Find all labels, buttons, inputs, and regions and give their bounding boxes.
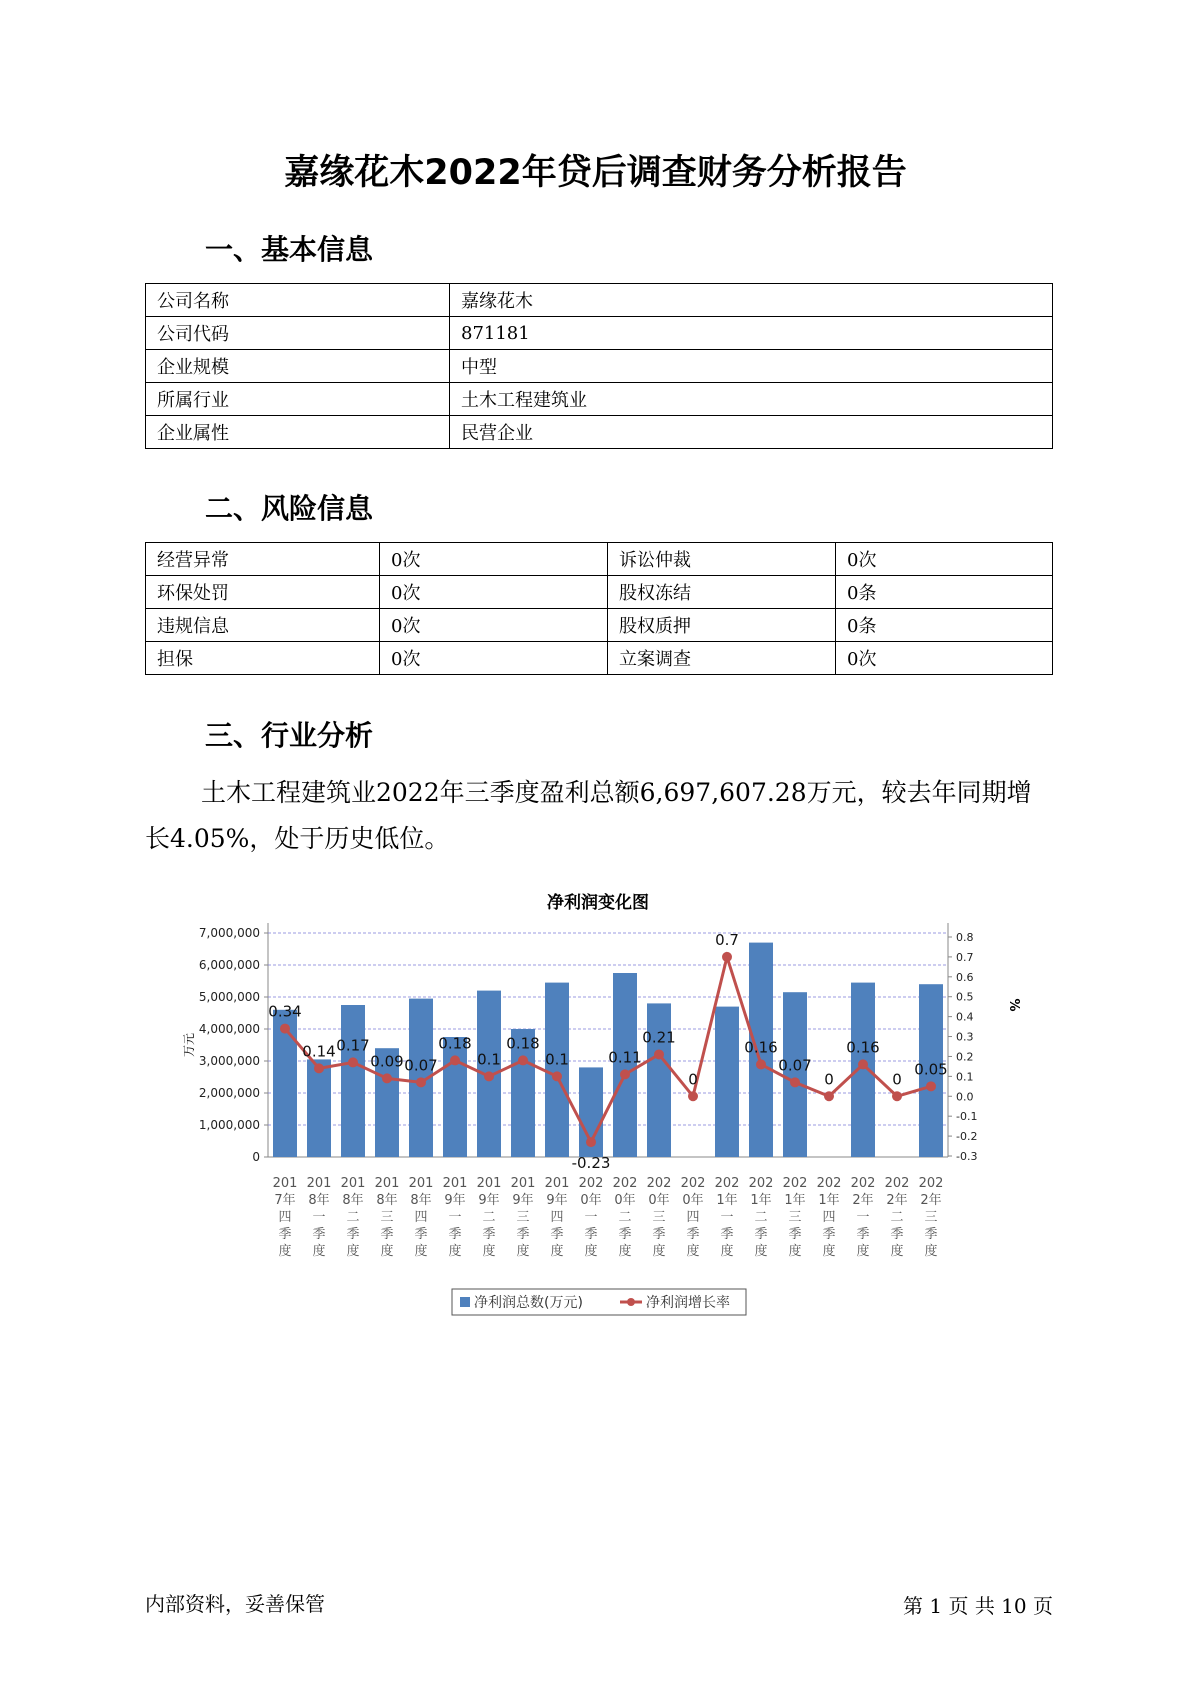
chart-x-tick-label: 9年	[512, 1193, 534, 1208]
chart-growth-point	[382, 1073, 392, 1083]
industry-paragraph-text: 土木工程建筑业2022年三季度盈利总额6,697,607.28万元，较去年同期增长4.05%，处于历史低位。	[145, 778, 1032, 853]
risk-label: 股权质押	[608, 609, 836, 642]
chart-growth-point	[926, 1081, 936, 1091]
risk-value: 0次	[836, 642, 1053, 675]
chart-x-tick-label: 201	[272, 1176, 298, 1191]
risk-label: 担保	[146, 642, 380, 675]
chart-x-tick-label: 1年	[750, 1193, 772, 1208]
chart-data-label: -0.23	[571, 1154, 611, 1173]
risk-info-row	[146, 609, 1053, 642]
chart-x-tick-label: 季	[720, 1227, 734, 1242]
basic-info-label: 公司代码	[146, 317, 450, 350]
chart-svg	[0, 880, 1191, 1340]
chart-x-tick-label: 0年	[648, 1193, 670, 1208]
chart-legend-line-marker	[627, 1298, 635, 1306]
chart-bar	[341, 1005, 365, 1157]
chart-growth-point	[552, 1071, 562, 1081]
chart-data-label: 0.17	[336, 1036, 370, 1055]
chart-bar	[783, 992, 807, 1157]
chart-x-tick-label: 度	[380, 1244, 394, 1259]
chart-growth-point	[450, 1055, 460, 1065]
chart-x-tick-label: 2年	[920, 1193, 942, 1208]
chart-bar	[307, 1059, 331, 1157]
chart-growth-point	[620, 1069, 630, 1079]
chart-x-tick-label: 1年	[716, 1193, 738, 1208]
chart-legend-line-label: 净利润增长率	[646, 1295, 730, 1311]
chart-x-tick-label: 9年	[478, 1193, 500, 1208]
basic-info-value: 871181	[450, 317, 1053, 350]
chart-y2-tick-label: 0.0	[956, 1090, 974, 1104]
risk-label: 立案调查	[608, 642, 836, 675]
chart-x-tick-label: 202	[680, 1176, 706, 1191]
chart-x-tick-label: 度	[448, 1244, 462, 1259]
chart-x-tick-label: 202	[578, 1176, 604, 1191]
chart-data-label: 0.07	[778, 1056, 812, 1075]
chart-x-tick-label: 1年	[784, 1193, 806, 1208]
chart-y2-tick-label: -0.1	[956, 1110, 978, 1124]
chart-x-tick-label: 二	[890, 1210, 904, 1225]
chart-x-tick-label: 季	[482, 1227, 496, 1242]
chart-y2-tick-label: 0.8	[956, 931, 974, 944]
chart-x-tick-label: 度	[312, 1244, 326, 1259]
chart-x-tick-label: 1年	[818, 1193, 840, 1208]
chart-x-tick-label: 三	[924, 1210, 938, 1225]
chart-x-tick-label: 202	[918, 1176, 944, 1191]
chart-x-tick-label: 一	[856, 1210, 870, 1225]
chart-bar	[647, 1003, 671, 1157]
chart-x-tick-label: 二	[618, 1210, 632, 1225]
basic-info-table	[145, 283, 1053, 449]
chart-x-tick-label: 季	[346, 1227, 360, 1242]
chart-x-tick-label: 二	[346, 1210, 360, 1225]
chart-x-tick-label: 季	[380, 1227, 394, 1242]
risk-info-row	[146, 543, 1053, 576]
chart-data-label: 0	[688, 1070, 698, 1089]
chart-y2-tick-label: 0.7	[956, 950, 974, 964]
chart-y-tick-label: 0	[252, 1150, 260, 1164]
chart-x-tick-label: 201	[374, 1176, 400, 1191]
chart-x-tick-label: 度	[788, 1244, 802, 1259]
chart-x-tick-label: 季	[822, 1227, 836, 1242]
chart-x-tick-label: 季	[312, 1227, 326, 1242]
section-heading-industry: 三、行业分析	[205, 719, 374, 752]
chart-x-tick-label: 202	[646, 1176, 672, 1191]
basic-info-row	[146, 416, 1053, 449]
basic-info-value: 中型	[450, 350, 1053, 383]
chart-y-tick-label: 4,000,000	[198, 1022, 260, 1036]
chart-y-tick-label: 3,000,000	[198, 1054, 260, 1068]
chart-bar	[715, 1007, 739, 1157]
chart-x-tick-label: 度	[890, 1244, 904, 1259]
chart-x-tick-label: 201	[442, 1176, 468, 1191]
chart-growth-point	[722, 952, 732, 962]
chart-x-tick-label: 2年	[852, 1193, 874, 1208]
chart-x-tick-label: 季	[448, 1227, 462, 1242]
chart-data-label: 0	[824, 1070, 834, 1089]
chart-x-tick-label: 四	[414, 1210, 428, 1225]
chart-y2-tick-label: 0.6	[956, 970, 974, 984]
chart-growth-point	[280, 1024, 290, 1034]
chart-x-tick-label: 四	[822, 1210, 836, 1225]
chart-x-tick-label: 二	[754, 1210, 768, 1225]
chart-x-tick-label: 202	[816, 1176, 842, 1191]
risk-label: 经营异常	[146, 543, 380, 576]
chart-x-tick-label: 202	[782, 1176, 808, 1191]
risk-info-row	[146, 576, 1053, 609]
chart-growth-point	[756, 1059, 766, 1069]
risk-info-row	[146, 642, 1053, 675]
chart-y-tick-label: 1,000,000	[198, 1118, 260, 1132]
footer-page-number: 第 1 页 共 10 页	[903, 1594, 1053, 1618]
chart-growth-point	[314, 1063, 324, 1073]
chart-x-tick-label: 202	[714, 1176, 740, 1191]
chart-data-label: 0.34	[268, 1002, 302, 1021]
chart-x-tick-label: 季	[788, 1227, 802, 1242]
basic-info-value: 土木工程建筑业	[450, 383, 1053, 416]
chart-x-tick-label: 一	[448, 1210, 462, 1225]
chart-x-tick-label: 201	[408, 1176, 434, 1191]
industry-paragraph	[145, 770, 1053, 862]
chart-x-tick-label: 202	[884, 1176, 910, 1191]
chart-growth-point	[858, 1059, 868, 1069]
risk-label: 诉讼仲裁	[608, 543, 836, 576]
chart-legend-bar-swatch	[460, 1297, 470, 1307]
chart-x-tick-label: 季	[550, 1227, 564, 1242]
chart-data-label: 0.7	[715, 930, 739, 949]
chart-x-tick-label: 季	[618, 1227, 632, 1242]
chart-x-tick-label: 202	[748, 1176, 774, 1191]
chart-growth-point	[348, 1057, 358, 1067]
chart-x-tick-label: 0年	[580, 1193, 602, 1208]
basic-info-row	[146, 317, 1053, 350]
risk-label: 违规信息	[146, 609, 380, 642]
chart-x-tick-label: 度	[414, 1244, 428, 1259]
chart-data-label: 0.1	[545, 1050, 569, 1069]
chart-growth-point	[688, 1091, 698, 1101]
chart-x-tick-label: 季	[856, 1227, 870, 1242]
footer-confidential: 内部资料，妥善保管	[145, 1592, 325, 1616]
chart-x-tick-label: 度	[346, 1244, 360, 1259]
chart-x-tick-label: 201	[340, 1176, 366, 1191]
chart-x-tick-label: 三	[380, 1210, 394, 1225]
chart-x-tick-label: 度	[720, 1244, 734, 1259]
chart-bar	[851, 983, 875, 1157]
chart-data-label: 0.18	[438, 1034, 472, 1053]
chart-y2-tick-label: 0.1	[956, 1070, 974, 1084]
chart-y2-axis-label: %	[1006, 998, 1021, 1012]
chart-x-tick-label: 2年	[886, 1193, 908, 1208]
chart-x-tick-label: 8年	[376, 1193, 398, 1208]
risk-value: 0次	[380, 576, 608, 609]
chart-x-tick-label: 度	[618, 1244, 632, 1259]
basic-info-row	[146, 284, 1053, 317]
chart-x-tick-label: 8年	[342, 1193, 364, 1208]
chart-x-tick-label: 度	[924, 1244, 938, 1259]
chart-data-label: 0.16	[744, 1038, 778, 1057]
chart-x-tick-label: 201	[510, 1176, 536, 1191]
chart-x-tick-label: 度	[278, 1244, 292, 1259]
chart-x-tick-label: 一	[584, 1210, 598, 1225]
risk-value: 0次	[380, 609, 608, 642]
chart-data-label: 0.14	[302, 1042, 336, 1061]
chart-x-tick-label: 度	[856, 1244, 870, 1259]
chart-x-tick-label: 7年	[274, 1193, 296, 1208]
chart-x-tick-label: 8年	[410, 1193, 432, 1208]
risk-label: 股权冻结	[608, 576, 836, 609]
chart-y-tick-label: 2,000,000	[198, 1086, 260, 1100]
chart-y-tick-label: 6,000,000	[198, 958, 260, 972]
page-title: 嘉缘花木2022年贷后调查财务分析报告	[284, 153, 907, 193]
chart-y2-tick-label: 0.2	[956, 1050, 974, 1064]
chart-growth-point	[484, 1071, 494, 1081]
chart-x-tick-label: 度	[584, 1244, 598, 1259]
chart-x-tick-label: 季	[652, 1227, 666, 1242]
chart-growth-point	[518, 1055, 528, 1065]
chart-data-label: 0.21	[642, 1028, 676, 1047]
risk-value: 0次	[380, 642, 608, 675]
chart-y2-tick-label: 0.3	[956, 1030, 974, 1044]
chart-x-tick-label: 三	[516, 1210, 530, 1225]
basic-info-label: 企业属性	[146, 416, 450, 449]
chart-y-tick-label: 5,000,000	[198, 990, 260, 1004]
chart-bar	[545, 983, 569, 1157]
risk-info-table	[145, 542, 1053, 675]
chart-x-tick-label: 度	[550, 1244, 564, 1259]
chart-data-label: 0.11	[608, 1048, 642, 1067]
chart-x-tick-label: 一	[312, 1210, 326, 1225]
chart-y2-tick-label: -0.3	[956, 1150, 978, 1163]
chart-data-label: 0.07	[404, 1056, 438, 1075]
chart-x-tick-label: 四	[686, 1210, 700, 1225]
chart-x-tick-label: 度	[822, 1244, 836, 1259]
net-profit-chart	[0, 880, 1191, 1340]
chart-x-tick-label: 季	[278, 1227, 292, 1242]
chart-growth-point	[892, 1091, 902, 1101]
chart-legend-bar-label: 净利润总数(万元)	[474, 1295, 583, 1311]
chart-x-tick-label: 季	[414, 1227, 428, 1242]
chart-x-tick-label: 0年	[614, 1193, 636, 1208]
chart-x-tick-label: 三	[788, 1210, 802, 1225]
risk-value: 0条	[836, 576, 1053, 609]
chart-x-tick-label: 四	[550, 1210, 564, 1225]
chart-x-tick-label: 8年	[308, 1193, 330, 1208]
chart-x-tick-label: 201	[476, 1176, 502, 1191]
chart-y2-tick-label: 0.4	[956, 1010, 974, 1024]
chart-x-tick-label: 度	[754, 1244, 768, 1259]
chart-x-tick-label: 9年	[444, 1193, 466, 1208]
basic-info-label: 公司名称	[146, 284, 450, 317]
chart-y2-tick-label: -0.2	[956, 1130, 978, 1144]
risk-value: 0次	[380, 543, 608, 576]
chart-y-axis-label: 万元	[182, 1032, 196, 1058]
chart-x-tick-label: 季	[754, 1227, 768, 1242]
risk-value: 0次	[836, 543, 1053, 576]
chart-bar	[443, 1037, 467, 1157]
chart-x-tick-label: 四	[278, 1210, 292, 1225]
chart-data-label: 0.16	[846, 1038, 880, 1057]
basic-info-label: 企业规模	[146, 350, 450, 383]
chart-x-tick-label: 202	[850, 1176, 876, 1191]
chart-data-label: 0.18	[506, 1034, 540, 1053]
chart-x-tick-label: 季	[686, 1227, 700, 1242]
chart-y2-tick-label: 0.5	[956, 990, 974, 1004]
chart-title: 净利润变化图	[547, 893, 649, 913]
basic-info-value: 嘉缘花木	[450, 284, 1053, 317]
chart-x-tick-label: 201	[306, 1176, 332, 1191]
chart-x-tick-label: 一	[720, 1210, 734, 1225]
chart-x-tick-label: 度	[686, 1244, 700, 1259]
chart-x-tick-label: 201	[544, 1176, 570, 1191]
chart-x-tick-label: 202	[612, 1176, 638, 1191]
risk-value: 0条	[836, 609, 1053, 642]
chart-x-tick-label: 季	[890, 1227, 904, 1242]
chart-x-tick-label: 度	[482, 1244, 496, 1259]
section-heading-risk: 二、风险信息	[205, 492, 374, 525]
chart-growth-point	[586, 1137, 596, 1147]
chart-x-tick-label: 季	[584, 1227, 598, 1242]
basic-info-value: 民营企业	[450, 416, 1053, 449]
chart-x-tick-label: 0年	[682, 1193, 704, 1208]
chart-x-tick-label: 三	[652, 1210, 666, 1225]
chart-x-tick-label: 二	[482, 1210, 496, 1225]
chart-x-tick-label: 季	[924, 1227, 938, 1242]
basic-info-row	[146, 350, 1053, 383]
basic-info-label: 所属行业	[146, 383, 450, 416]
chart-growth-point	[824, 1091, 834, 1101]
chart-growth-point	[654, 1049, 664, 1059]
chart-data-label: 0.09	[370, 1052, 404, 1071]
chart-growth-point	[416, 1077, 426, 1087]
risk-label: 环保处罚	[146, 576, 380, 609]
section-heading-basic: 一、基本信息	[205, 233, 374, 266]
chart-x-tick-label: 9年	[546, 1193, 568, 1208]
chart-data-label: 0	[892, 1070, 902, 1089]
chart-y-tick-label: 7,000,000	[198, 926, 260, 940]
chart-data-label: 0.05	[914, 1060, 948, 1079]
chart-growth-point	[790, 1077, 800, 1087]
basic-info-row	[146, 383, 1053, 416]
chart-x-tick-label: 季	[516, 1227, 530, 1242]
chart-x-tick-label: 度	[516, 1244, 530, 1259]
chart-x-tick-label: 度	[652, 1244, 666, 1259]
chart-data-label: 0.1	[477, 1050, 501, 1069]
